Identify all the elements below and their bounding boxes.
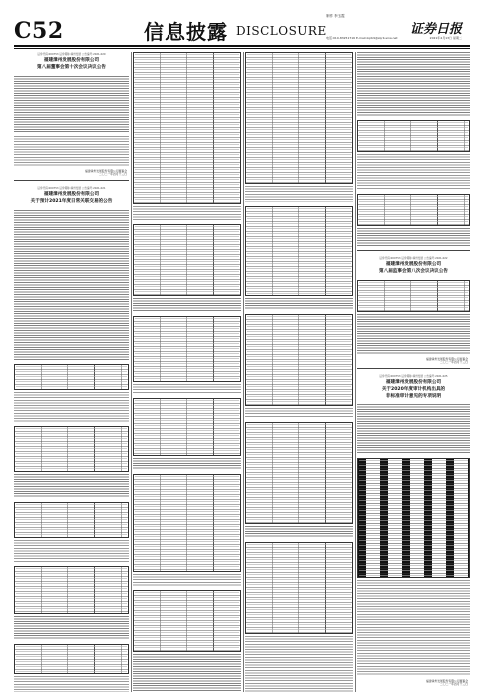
announcement-code-line: 证券代码:000753 证券简称:漳州发展 公告编号:2021-022 bbox=[379, 257, 448, 260]
announcement-body-text bbox=[357, 314, 470, 354]
announcement-heading bbox=[357, 256, 470, 274]
data-table bbox=[14, 426, 129, 472]
announcement-body-text bbox=[357, 580, 470, 676]
column-separator bbox=[131, 52, 132, 692]
masthead-rule-thin bbox=[14, 48, 470, 49]
announcement-heading bbox=[357, 374, 470, 399]
newspaper-logo: 证券日报 bbox=[409, 22, 462, 37]
table-notes-text bbox=[245, 636, 353, 692]
contact-line: 电话:010-83251716 E-mail:zqrb9@zqrb.sina.net bbox=[326, 36, 398, 40]
announcement-company: 福建漳州发展股份有限公司 bbox=[43, 192, 100, 197]
announcement-body-text bbox=[14, 392, 129, 422]
announcement-signature: 福建漳州发展股份有限公司董事会 二〇二一年四月十三日 bbox=[426, 679, 468, 687]
announcement-company: 福建漳州发展股份有限公司 bbox=[43, 58, 100, 63]
announcement-divider bbox=[357, 368, 470, 369]
column-separator bbox=[355, 52, 356, 692]
masthead-rule bbox=[14, 45, 470, 47]
announcement-body-text bbox=[14, 76, 129, 132]
data-table bbox=[14, 364, 129, 390]
table-notes-text bbox=[133, 458, 241, 470]
table-notes-text bbox=[133, 574, 241, 586]
table-notes-text bbox=[245, 408, 353, 418]
table-notes-text bbox=[133, 298, 241, 312]
data-table bbox=[357, 280, 470, 312]
announcement-body-text bbox=[357, 52, 470, 116]
announcement-heading bbox=[14, 186, 129, 204]
column-4 bbox=[357, 52, 470, 692]
announcement-body-text bbox=[357, 154, 470, 190]
table-notes-text bbox=[133, 654, 241, 692]
announcement-divider bbox=[14, 180, 129, 181]
page-number: C52 bbox=[14, 18, 64, 44]
data-table bbox=[133, 316, 241, 382]
announcement-body-text bbox=[14, 210, 129, 360]
data-table bbox=[133, 398, 241, 456]
editor-line: 制作 李玉霞 bbox=[326, 14, 345, 18]
data-table bbox=[245, 314, 353, 406]
data-table bbox=[14, 644, 129, 674]
announcement-body-text bbox=[14, 616, 129, 640]
data-table bbox=[245, 542, 353, 634]
data-table bbox=[14, 502, 129, 538]
announcement-divider bbox=[357, 250, 470, 251]
data-table bbox=[245, 206, 353, 296]
table-notes-text bbox=[133, 384, 241, 394]
table-notes-text bbox=[133, 206, 241, 220]
announcement-body-text bbox=[14, 136, 129, 166]
announcement-code-line: 证券代码:000753 证券简称:漳州发展 公告编号:2021-020 bbox=[37, 53, 106, 56]
announcement-body-text bbox=[357, 228, 470, 246]
announcement-company: 福建漳州发展股份有限公司 bbox=[385, 262, 442, 267]
data-table bbox=[357, 458, 470, 578]
announcement-company: 福建漳州发展股份有限公司 bbox=[385, 380, 442, 385]
announcement-title: 第八届监事会第八次会议决议公告 bbox=[379, 269, 448, 274]
column-separator bbox=[243, 52, 244, 692]
announcement-heading bbox=[14, 52, 129, 70]
table-notes-text bbox=[245, 526, 353, 538]
data-table bbox=[133, 474, 241, 572]
data-table bbox=[133, 52, 241, 204]
data-table bbox=[133, 224, 241, 296]
announcement-signature: 福建漳州发展股份有限公司董事会 二〇二一年四月十三日 bbox=[85, 169, 127, 177]
data-table bbox=[357, 194, 470, 226]
announcement-body-text bbox=[14, 676, 129, 692]
announcement-body-text bbox=[14, 540, 129, 562]
announcement-code-line: 证券代码:000753 证券简称:漳州发展 公告编号:2021-025 bbox=[379, 375, 448, 378]
announcement-title-line-1: 关于2020年度审计机构出具的 bbox=[381, 387, 446, 392]
data-table bbox=[245, 52, 353, 184]
column-1 bbox=[14, 52, 129, 692]
data-table bbox=[357, 120, 470, 152]
data-table bbox=[14, 566, 129, 614]
table-notes-text bbox=[245, 298, 353, 310]
announcement-body-text bbox=[357, 404, 470, 454]
issue-date: 2021年4月13日 星期二 bbox=[429, 36, 462, 40]
masthead bbox=[14, 12, 470, 46]
announcement-body-text bbox=[14, 474, 129, 498]
section-title: 信息披露 bbox=[144, 20, 228, 44]
announcement-code-line: 证券代码:000753 证券简称:漳州发展 公告编号:2021-021 bbox=[37, 187, 106, 190]
table-notes-text bbox=[245, 186, 353, 202]
announcement-title: 第八届董事会第十次会议决议公告 bbox=[37, 65, 106, 70]
column-3 bbox=[245, 52, 353, 692]
section-title-english: DISCLOSURE bbox=[236, 24, 327, 38]
column-2 bbox=[133, 52, 241, 692]
announcement-signature: 福建漳州发展股份有限公司监事会 二〇二一年四月十三日 bbox=[426, 357, 468, 365]
data-table bbox=[245, 422, 353, 524]
announcement-title-line-2: 非标准审计意见的专项说明 bbox=[385, 393, 442, 399]
data-table bbox=[133, 590, 241, 652]
announcement-title: 关于预计2021年度日常关联交易的公告 bbox=[30, 199, 113, 204]
